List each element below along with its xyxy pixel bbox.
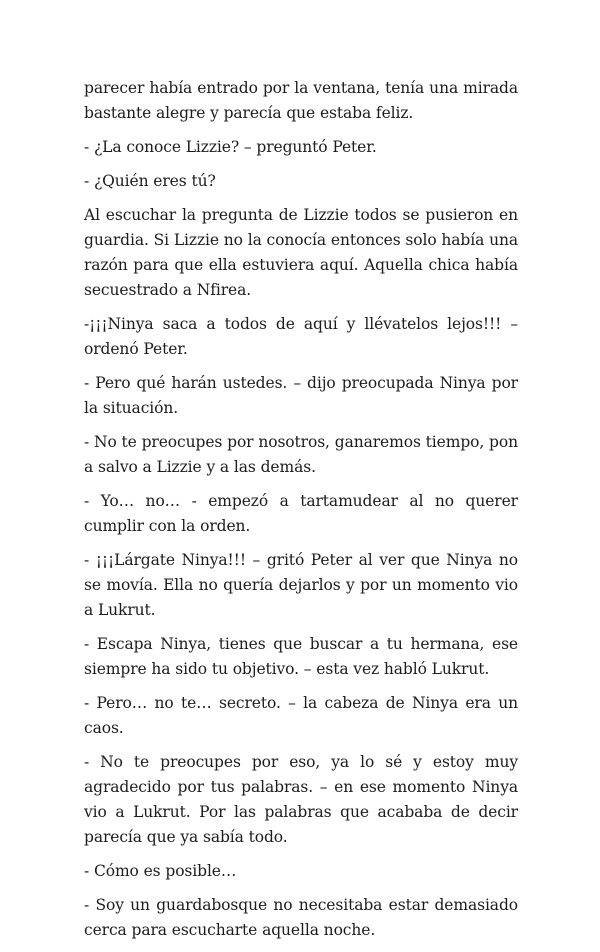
paragraph: - Soy un guardabosque no necesitaba estar demasiado cerca para escucharte aquella noche. — [84, 896, 518, 939]
paragraph: - ¿La conoce Lizzie? – preguntó Peter. — [84, 138, 377, 156]
paragraph: parecer había entrado por la ventana, tenía una mirada bastante alegre y parecía que estaba feliz. — [84, 79, 518, 122]
paragraph: - Yo… no… - empezó a tartamudear al no querer cumplir con la orden. — [84, 492, 518, 535]
paragraph: - ¿Quién eres tú? — [84, 172, 216, 190]
paragraph: - Pero qué harán ustedes. – dijo preocupada Ninya por la situación. — [84, 374, 518, 417]
paragraph: - ¡¡¡Lárgate Ninya!!! – gritó Peter al ver que Ninya no se movía. Ella no quería dejarlos y por un momento vio a Lukrut. — [84, 551, 518, 619]
paragraph: -¡¡¡Ninya saca a todos de aquí y llévatelos lejos!!! – ordenó Peter. — [84, 315, 518, 358]
page-text — [84, 76, 518, 952]
paragraph: - No te preocupes por eso, ya lo sé y estoy muy agradecido por tus palabras. – en ese momento Ninya vio a Lukrut. Por las palabras que acababa de decir parecía que ya sabía todo. — [84, 753, 518, 846]
paragraph: Al escuchar la pregunta de Lizzie todos se pusieron en guardia. Si Lizzie no la conocía entonces solo había una razón para que ella estuviera aquí. Aquella chica había secuestrado a Nfirea. — [84, 206, 518, 299]
paragraph: - No te preocupes por nosotros, ganaremos tiempo, pon a salvo a Lizzie y a las demás. — [84, 433, 518, 476]
paragraph: - Cómo es posible… — [84, 862, 237, 880]
paragraph: - Escapa Ninya, tienes que buscar a tu hermana, ese siempre ha sido tu objetivo. – esta vez habló Lukrut. — [84, 635, 518, 678]
paragraph: - Pero… no te… secreto. – la cabeza de Ninya era un caos. — [84, 694, 518, 737]
